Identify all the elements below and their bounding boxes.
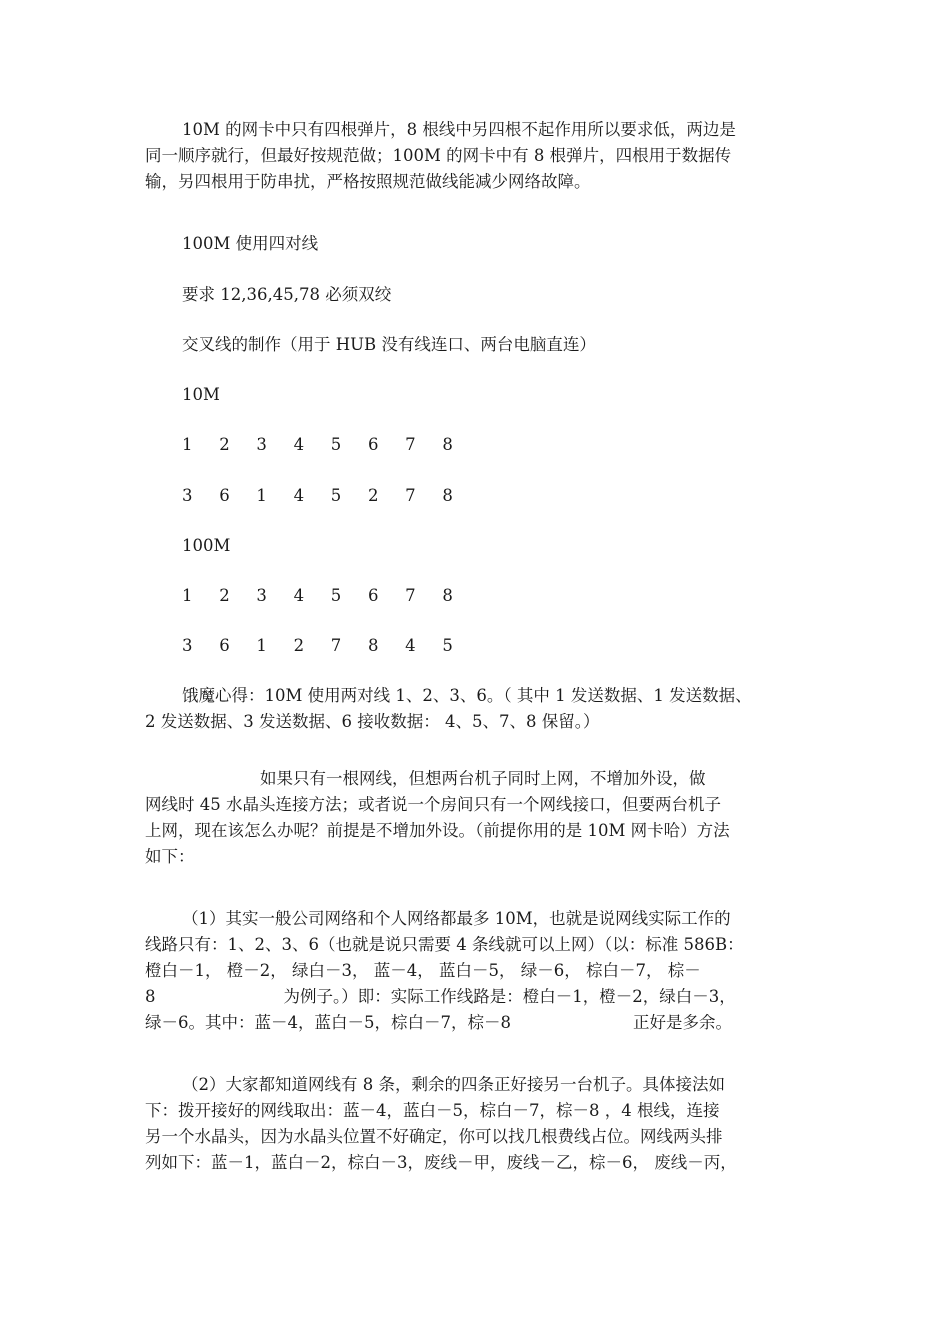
sequence-10m-b: 3 6 1 4 5 2 7 8 (182, 486, 464, 505)
text-line: 下：拨开接好的网线取出：蓝－4，蓝白－5，棕白－7，棕－8 ，4 根线，连接 (145, 1101, 720, 1120)
text-line: 10M 的网卡中只有四根弹片，8 根线中另四根不起作用所以要求低，两边是 (182, 120, 736, 139)
paragraph-10m-100m-wiring (145, 117, 805, 195)
text-line: 如果只有一根网线，但想两台机子同时上网，不增加外设，做 (260, 769, 706, 788)
paragraph-step-1 (145, 906, 805, 1036)
label-100m: 100M (182, 536, 231, 555)
text-line: （1）其实一般公司网络和个人网络都最多 10M，也就是说网线实际工作的 (182, 909, 731, 928)
text-line: 网线时 45 水晶头连接方法；或者说一个房间只有一个网线接口，但要两台机子 (145, 795, 721, 814)
text-line: 列如下：蓝－1，蓝白－2，棕白－3，废线－甲，废线－乙，棕－6， 废线－丙， (145, 1153, 737, 1172)
text-line: 线路只有：1、2、3、6（也就是说只需要 4 条线就可以上网）（以：标准 586B： (145, 935, 744, 954)
line-100m-four-pairs: 100M 使用四对线 (182, 234, 319, 253)
text-line: 如下： (145, 847, 195, 866)
text-line: 饿魔心得：10M 使用两对线 1、2、3、6。（ 其中 1 发送数据、1 发送数据、 (182, 686, 752, 705)
text-line: 另一个水晶头，因为水晶头位置不好确定，你可以找几根费线占位。网线两头排 (145, 1127, 723, 1146)
line-twist-requirement: 要求 12,36,45,78 必须双绞 (182, 285, 392, 304)
sequence-100m-b: 3 6 1 2 7 8 4 5 (182, 636, 464, 655)
paragraph-question (145, 766, 805, 870)
text-fragment: 正好是多余。 (633, 1013, 732, 1032)
paragraph-step-2 (145, 1072, 805, 1176)
text-line: 上网，现在该怎么办呢？前提是不增加外设。（前提你用的是 10M 网卡哈）方法 (145, 821, 730, 840)
text-line: 同一顺序就行，但最好按规范做；100M 的网卡中有 8 根弹片，四根用于数据传 (145, 146, 732, 165)
paragraph-tip (145, 683, 805, 735)
text-line: 输，另四根用于防串扰，严格按照规范做线能减少网络故障。 (145, 172, 591, 191)
text-fragment: 绿－6。其中：蓝－4，蓝白－5，棕白－7，棕－8 (145, 1013, 511, 1032)
sequence-100m-a: 1 2 3 4 5 6 7 8 (182, 586, 464, 605)
sequence-10m-a: 1 2 3 4 5 6 7 8 (182, 435, 464, 454)
text-line: （2）大家都知道网线有 8 条，剩余的四条正好接另一台机子。具体接法如 (182, 1075, 725, 1094)
text-line: 橙白－1， 橙－2， 绿白－3， 蓝－4， 蓝白－5， 绿－6， 棕白－7， 棕－ (145, 961, 701, 980)
text-line (145, 1010, 805, 1036)
text-fragment: 为例子。）即：实际工作线路是：橙白－1，橙－2，绿白－3， (283, 987, 736, 1006)
label-10m: 10M (182, 385, 220, 404)
text-line: 2 发送数据、3 发送数据、6 接收数据： 4、5、7、8 保留。） (145, 712, 600, 731)
line-crossover-title: 交叉线的制作（用于 HUB 没有线连口、两台电脑直连） (182, 335, 596, 354)
text-line (145, 984, 805, 1010)
text-fragment: 8 (145, 987, 156, 1006)
